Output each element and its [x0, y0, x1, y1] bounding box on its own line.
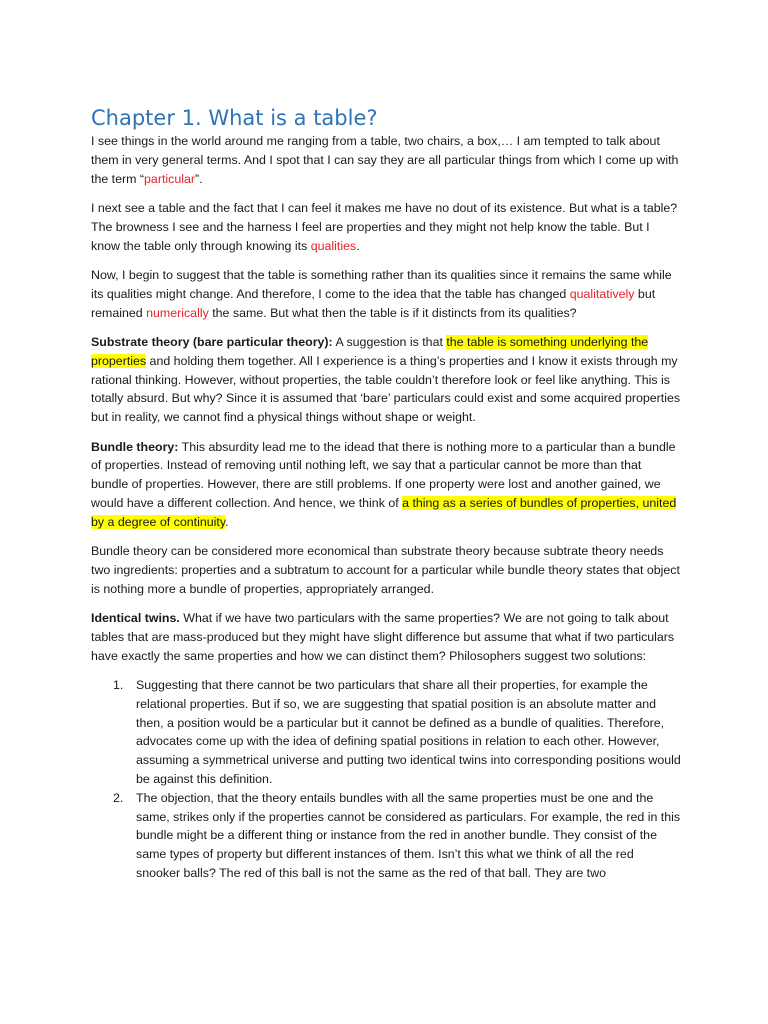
- list-item: [91, 676, 681, 789]
- chapter-title: Chapter 1. What is a table?: [91, 106, 378, 130]
- text: This absurdity lead me to the idead that there is nothing more to a particular than a bundle of properties. Instead of removing until nothing left, we say that a particular cannot be more than that bundle of properties. However, there are still problems. If one property were lost and another gained, we would have a different collection. And hence, we think of: [91, 439, 676, 510]
- highlighted-text: a thing as a series of bundles of properties, united by a degree of continuity: [91, 495, 677, 529]
- highlighted-text: the table is something underlying the properties: [91, 334, 649, 368]
- numbered-list: [91, 676, 681, 883]
- list-item: [91, 789, 681, 883]
- text: A suggestion is that: [332, 334, 447, 349]
- text: ”.: [195, 171, 203, 186]
- paragraph-6: Bundle theory can be considered more economical than substrate theory because subtrate theory needs two ingredients: properties and a subtratum to account for a particular while bundle theory states that object is nothing more a bundle of properties, appropriately arranged.: [91, 544, 680, 596]
- bold-term-bundle-theory: Bundle theory:: [91, 439, 179, 454]
- bold-term-identical-twins: Identical twins.: [91, 611, 180, 626]
- list-number: 1.: [113, 678, 124, 693]
- red-term-qualitatively: qualitatively: [569, 286, 635, 301]
- text: .: [225, 514, 229, 529]
- text: but remained: [91, 286, 656, 320]
- list-number: 2.: [113, 790, 124, 805]
- paragraph-3: [91, 266, 681, 322]
- text: Now, I begin to suggest that the table is something rather than its qualities since it remains the same while its qualities might change. And therefore, I come to the idea that the table has changed: [91, 267, 672, 301]
- paragraph-2: [91, 199, 681, 255]
- paragraph-1: [91, 132, 681, 188]
- text: I next see a table and the fact that I can feel it makes me have no dout of its existence. But what is a table? The browness I see and the harness I feel are properties and they might not help know the table. But I know the table only through knowing its: [91, 200, 678, 253]
- paragraph-identical-twins: [91, 609, 681, 665]
- red-term-qualities: qualities: [310, 238, 357, 253]
- text: What if we have two particulars with the same properties? We are not going to talk about tables that are mass-produced but they might have slight difference but assume that what if two particulars have exactly the same properties and how we can distinct them? Philosophers suggest two solutions:: [91, 611, 675, 663]
- bold-term-substrate-theory: Substrate theory (bare particular theory):: [91, 334, 333, 349]
- paragraph-substrate-theory: [91, 333, 681, 427]
- text: and holding them together. All I experience is a thing’s properties and I know it exists through my rational thinking. However, without properties, the table couldn’t therefore look or feel like anything. This is totally absurd. But why? Since it is assumed that ‘bare’ particulars could exist and some acquired properties but in reality, we cannot find a physical things without shape or weight.: [91, 353, 681, 425]
- red-term-particular: particular: [144, 171, 195, 186]
- text: I see things in the world around me ranging from a table, two chairs, a box,… I am tempted to talk about them in very general terms. And I spot that I can say they are all particular things from which I come up with the term “: [91, 134, 679, 186]
- text: the same. But what then the table is if it distincts from its qualities?: [208, 305, 577, 320]
- list-item-text: Suggesting that there cannot be two particulars that share all their properties, for example the relational properties. But if so, we are suggesting that spatial position is an absolute matter and then, a position would be a particular but it cannot be defined as a bundle of qualities. Therefore, advocates come up with the idea of defining spatial positions in relation to each other. However, assuming a symmetrical universe and putting two identical twins into corresponding positions would be against this definition.: [136, 678, 681, 787]
- red-term-numerically: numerically: [146, 305, 209, 320]
- document-body: [91, 104, 681, 883]
- paragraph-bundle-theory: [91, 438, 681, 532]
- list-item-text: The objection, that the theory entails bundles with all the same properties must be one and the same, strikes only if the properties cannot be considered as particulars. For example, the red in this bundle might be a different thing or instance from the red in another bundle. They consist of the same types of property but different instances of them. Isn’t this what we think of all the red snooker balls? The red of this ball is not the same as the red of that ball. They are two: [136, 790, 681, 881]
- text: .: [356, 238, 360, 253]
